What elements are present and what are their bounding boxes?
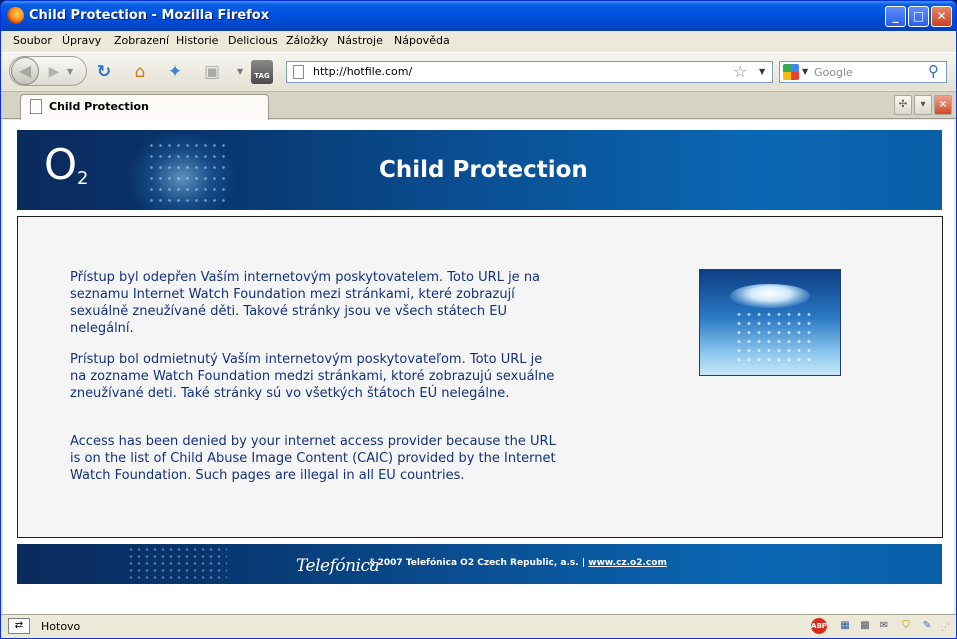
- clipboard-dropdown-icon[interactable]: ▼: [237, 67, 244, 76]
- bubbles-decoration: [734, 310, 814, 365]
- clipboard-icon[interactable]: ▣: [203, 62, 221, 82]
- page-icon: [293, 65, 304, 79]
- footer-banner: [17, 544, 942, 584]
- close-button[interactable]: ✕: [931, 6, 952, 27]
- shield-icon[interactable]: ⛉: [902, 620, 910, 631]
- delicious-bird-icon[interactable]: ✦: [167, 62, 183, 82]
- copyright-text: § 2007 Telefónica O2 Czech Republic, a.s. |: [370, 558, 586, 568]
- url-input[interactable]: http://hotfile.com/: [313, 65, 413, 78]
- minimize-button[interactable]: _: [885, 6, 906, 27]
- bookmark-star-icon[interactable]: ☆: [733, 62, 748, 81]
- splash-highlight: [730, 284, 810, 308]
- home-icon[interactable]: ⌂: [134, 62, 146, 82]
- navigation-toolbar: [1, 52, 956, 90]
- menu-napoveda[interactable]: Nápověda: [394, 34, 450, 47]
- url-bar[interactable]: [286, 61, 773, 83]
- water-splash-image: [699, 269, 841, 376]
- tab-bar: [1, 91, 956, 119]
- header-banner: [17, 130, 942, 210]
- page-icon: [30, 99, 42, 114]
- footer-website-link[interactable]: www.cz.o2.com: [588, 558, 667, 568]
- menu-bar: [1, 31, 956, 51]
- menu-soubor[interactable]: Soubor: [13, 34, 52, 47]
- status-bar: [1, 614, 956, 638]
- search-icon[interactable]: ⚲: [928, 62, 939, 80]
- close-tab-icon[interactable]: ×: [934, 95, 952, 115]
- message-box: [17, 216, 943, 538]
- display-icon[interactable]: ▦: [840, 620, 850, 631]
- footer-copyright: [370, 558, 667, 568]
- google-icon[interactable]: [783, 64, 799, 80]
- page-content: [3, 120, 954, 614]
- maximize-button[interactable]: □: [908, 6, 929, 27]
- message-czech: Přístup byl odepřen Vaším internetovým poskytovatelem. Toto URL je na seznamu Internet Watch Foundation mezi stránkami, které zobrazují sexuálně zneužívané děti. Takové stránky jsou ve všech státech EU nelegální.: [70, 270, 541, 336]
- tab-child-protection[interactable]: [20, 94, 269, 120]
- url-dropdown-icon[interactable]: ▼: [759, 67, 766, 76]
- bubbles-decoration: [127, 546, 227, 582]
- menu-zobrazeni[interactable]: Zobrazení: [114, 34, 170, 47]
- o2-logo-subscript: 2: [77, 168, 89, 189]
- status-text: Hotovo: [41, 620, 81, 633]
- title-bar[interactable]: [1, 1, 956, 31]
- message-slovak: Prístup bol odmietnutý Vaším internetovým poskytovateľom. Toto URL je na zozname Watch Foundation medzi stránkami, ktoré zobrazujú sexuálne zneužívané deti. Také stránky sú vo všetkých štátoch EÚ nelegálne.: [70, 352, 555, 401]
- window-title: Child Protection - Mozilla Firefox: [29, 8, 270, 23]
- resize-grip-icon[interactable]: ⋰: [941, 623, 950, 633]
- tab-dropdown-icon[interactable]: ▾: [914, 95, 932, 115]
- o2-logo: O: [44, 140, 78, 189]
- adblock-plus-icon[interactable]: ABP: [811, 618, 827, 634]
- bubbles-decoration: [147, 140, 227, 205]
- telefonica-logo: Telefónica: [296, 556, 380, 576]
- back-button[interactable]: ◀: [11, 57, 39, 85]
- edit-icon[interactable]: ✎: [922, 620, 932, 631]
- tab-list-icon[interactable]: ✣: [894, 95, 912, 115]
- mail-icon[interactable]: ✉: [879, 620, 889, 631]
- menu-delicious[interactable]: Delicious: [228, 34, 278, 47]
- forward-button[interactable]: ▶: [48, 64, 60, 80]
- tag-icon[interactable]: TAG: [251, 60, 273, 84]
- menu-zalozky[interactable]: Záložky: [286, 34, 329, 47]
- grid-icon[interactable]: ▩: [860, 620, 870, 631]
- tab-label: Child Protection: [49, 100, 149, 113]
- message-english: Access has been denied by your internet access provider because the URL is on the list of Child Abuse Image Content (CAIC) provided by the Internet Watch Foundation. Such pages are illegal in all EU countries.: [70, 434, 556, 483]
- page-title: Child Protection: [379, 157, 588, 183]
- menu-upravy[interactable]: Úpravy: [62, 34, 102, 47]
- menu-nastroje[interactable]: Nástroje: [337, 34, 383, 47]
- firefox-icon: [7, 7, 24, 24]
- search-input[interactable]: Google: [814, 66, 853, 79]
- reload-icon[interactable]: ↻: [96, 62, 112, 82]
- history-dropdown-icon[interactable]: ▼: [67, 67, 74, 76]
- menu-historie[interactable]: Historie: [176, 34, 219, 47]
- search-bar[interactable]: [779, 61, 947, 83]
- search-engine-dropdown-icon[interactable]: ▼: [802, 67, 809, 76]
- connection-icon: ⇄: [8, 618, 30, 634]
